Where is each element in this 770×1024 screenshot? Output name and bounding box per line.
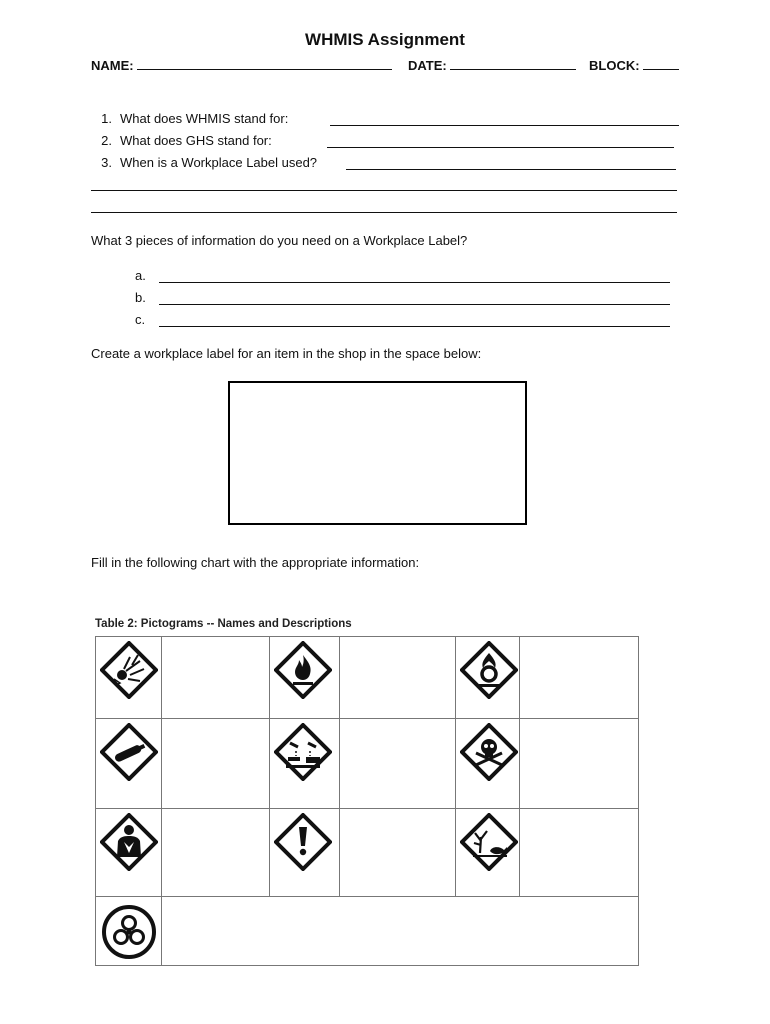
biohazard-icon: [100, 901, 158, 959]
pictogram-cell: [456, 637, 520, 719]
date-blank[interactable]: [450, 56, 576, 70]
create-label-instruction: Create a workplace label for an item in the shop in the space below:: [91, 346, 482, 361]
info-item-a-label: a.: [135, 268, 146, 283]
table-row: [96, 719, 639, 809]
answer-cell[interactable]: [340, 719, 456, 809]
block-label: BLOCK:: [589, 58, 640, 73]
question-2: [88, 133, 272, 148]
date-field: [408, 56, 576, 73]
answer-cell[interactable]: [340, 637, 456, 719]
info-line-a[interactable]: [159, 282, 670, 283]
answer-line-3c[interactable]: [91, 212, 677, 213]
question-number: 2.: [101, 133, 112, 148]
answer-cell[interactable]: [162, 809, 270, 897]
answer-line-3b[interactable]: [91, 190, 677, 191]
question-1: [88, 111, 288, 126]
question-number: 1.: [101, 111, 112, 126]
workplace-label-box[interactable]: [228, 381, 527, 525]
page-title: WHMIS Assignment: [305, 30, 465, 49]
block-field: [589, 56, 679, 73]
name-label: NAME:: [91, 58, 134, 73]
answer-cell[interactable]: [162, 719, 270, 809]
question-text: When is a Workplace Label used?: [120, 155, 318, 170]
info-line-b[interactable]: [159, 304, 670, 305]
answer-cell[interactable]: [520, 719, 639, 809]
name-field: [91, 56, 392, 73]
info-item-c-label: c.: [135, 312, 146, 327]
answer-line-1[interactable]: [330, 125, 679, 126]
flame-icon: [274, 641, 332, 699]
table-row: [96, 897, 639, 966]
answer-cell[interactable]: [162, 637, 270, 719]
corrosion-icon: [274, 723, 332, 781]
block-blank[interactable]: [643, 56, 679, 70]
question-text: What does GHS stand for:: [120, 133, 272, 148]
info-question: What 3 pieces of information do you need on a Workplace Label?: [91, 233, 468, 248]
answer-line-3[interactable]: [346, 169, 676, 170]
gas-cylinder-icon: [100, 723, 158, 781]
health-hazard-icon: [100, 813, 158, 871]
pictogram-table: [95, 636, 639, 966]
answer-line-2[interactable]: [327, 147, 674, 148]
table-row: [96, 637, 639, 719]
exploding-bomb-icon: [100, 641, 158, 699]
pictogram-cell: [270, 637, 340, 719]
table-row: [96, 809, 639, 897]
info-item-b-label: b.: [135, 290, 146, 305]
question-number: 3.: [101, 155, 112, 170]
pictogram-cell: [96, 897, 162, 966]
pictogram-cell: [270, 809, 340, 897]
pictogram-cell: [270, 719, 340, 809]
environment-icon: [460, 813, 518, 871]
question-3: [88, 155, 317, 170]
table-caption: Table 2: Pictograms -- Names and Descriptions: [95, 618, 352, 630]
info-line-c[interactable]: [159, 326, 670, 327]
answer-cell[interactable]: [520, 637, 639, 719]
pictogram-cell: [456, 809, 520, 897]
pictogram-cell: [96, 719, 162, 809]
answer-cell[interactable]: [340, 809, 456, 897]
exclamation-mark-icon: [274, 813, 332, 871]
name-blank[interactable]: [137, 56, 392, 70]
answer-cell[interactable]: [162, 897, 639, 966]
question-text: What does WHMIS stand for:: [120, 111, 289, 126]
pictogram-cell: [456, 719, 520, 809]
flame-over-circle-icon: [460, 641, 518, 699]
skull-crossbones-icon: [460, 723, 518, 781]
answer-cell[interactable]: [520, 809, 639, 897]
date-label: DATE:: [408, 58, 447, 73]
pictogram-cell: [96, 809, 162, 897]
chart-instruction: Fill in the following chart with the appropriate information:: [91, 555, 420, 570]
pictogram-cell: [96, 637, 162, 719]
